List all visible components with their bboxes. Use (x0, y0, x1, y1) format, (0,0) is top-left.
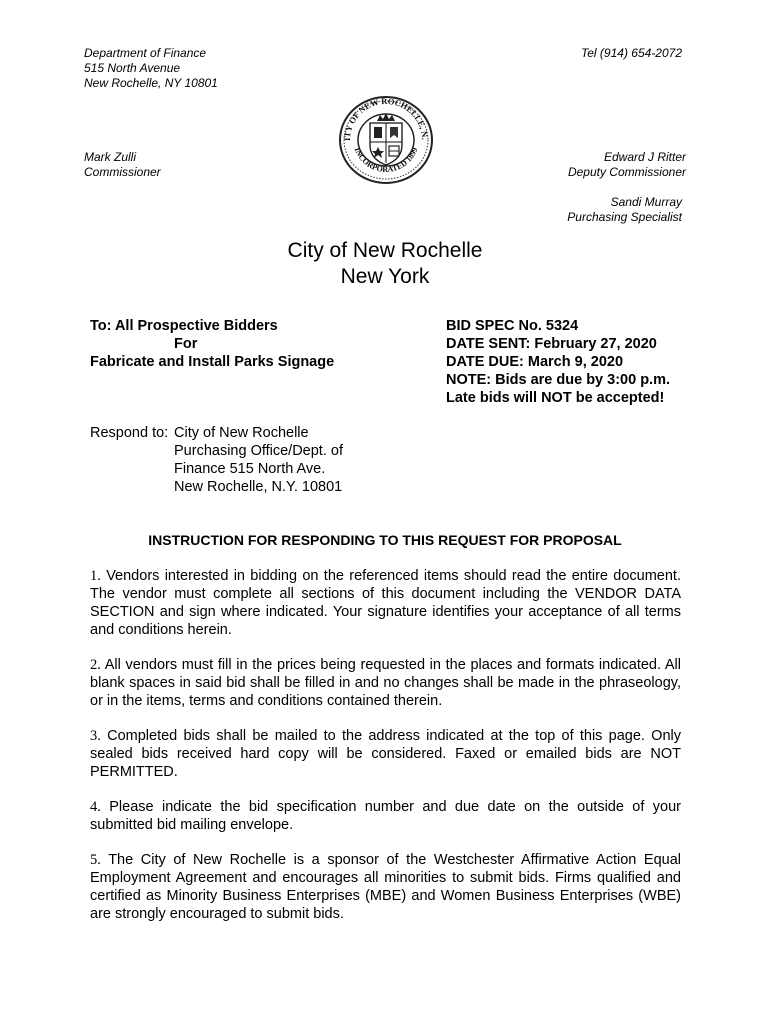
department-city: New Rochelle, NY 10801 (84, 76, 218, 90)
deputy-title: Deputy Commissioner (567, 165, 686, 179)
page-title (0, 238, 770, 290)
commissioner-title: Commissioner (84, 165, 161, 179)
city-seal (337, 95, 435, 185)
title-city: City of New Rochelle (287, 239, 483, 262)
commissioner-block (84, 150, 161, 180)
instruction-item (90, 656, 681, 710)
item-number: 3. (90, 728, 101, 744)
item-number: 5. (90, 852, 101, 868)
seal-top-text: ITY OF NEW ROCHELLE, N. (341, 95, 431, 142)
item-text: The City of New Rochelle is a sponsor of the Westchester Affirmative Action Equal Employment Agreement and encourages all minorities to submit bids. Firms qualified and certified as Minority Business Enterprises (MBE) and Women Business Enterprises (WBE) are strongly encouraged to submit bids. (90, 852, 681, 922)
instructions-heading: INSTRUCTION FOR RESPONDING TO THIS REQUEST FOR PROPOSAL (148, 532, 622, 548)
respond-address (174, 424, 343, 496)
respond-line-1: City of New Rochelle (174, 425, 309, 441)
purchasing-name: Sandi Murray (610, 195, 682, 209)
to-project: Fabricate and Install Parks Signage (90, 354, 335, 370)
instruction-item (90, 727, 681, 781)
instruction-item (90, 798, 681, 834)
respond-line-4: New Rochelle, N.Y. 10801 (174, 479, 343, 495)
respond-line-2: Purchasing Office/Dept. of (174, 443, 343, 459)
instruction-item (90, 567, 681, 639)
date-sent: DATE SENT: February 27, 2020 (446, 336, 657, 352)
commissioner-name: Mark Zulli (84, 150, 137, 164)
bid-spec: BID SPEC No. 5324 (446, 318, 579, 334)
city-seal-icon (337, 95, 435, 185)
due-note: NOTE: Bids are due by 3:00 p.m. (446, 372, 670, 388)
deputy-name: Edward J Ritter (603, 150, 686, 164)
respond-to-block (90, 424, 168, 442)
seal-bottom-text: INCORPORATED 1899 (352, 146, 420, 175)
title-state: New York (340, 265, 430, 288)
item-text: Vendors interested in bidding on the referenced items should read the entire document. The vendor must complete all sections of this document including the VENDOR DATA SECTION and sign where indicated. Your signature identifies your acceptance of all terms and conditions herein. (90, 568, 681, 638)
deputy-block (568, 150, 686, 180)
phone-number: Tel (914) 654-2072 (581, 46, 682, 60)
respond-line-3: Finance 515 North Ave. (174, 461, 326, 477)
to-recipients: To: All Prospective Bidders (90, 318, 278, 334)
date-due: DATE DUE: March 9, 2020 (446, 354, 624, 370)
to-for: For (174, 336, 198, 352)
item-text: Please indicate the bid specification number and due date on the outside of your submitted bid mailing envelope. (90, 799, 681, 833)
item-number: 2. (90, 657, 101, 673)
item-number: 4. (90, 799, 101, 815)
department-street: 515 North Avenue (84, 61, 181, 75)
bid-info-block (446, 317, 670, 407)
department-name: Department of Finance (84, 46, 207, 60)
to-block (90, 317, 334, 371)
late-note: Late bids will NOT be accepted! (446, 390, 665, 406)
instruction-item (90, 851, 681, 923)
department-address (84, 46, 218, 91)
respond-label: Respond to: (90, 425, 169, 441)
purchasing-block (567, 195, 682, 225)
item-number: 1. (90, 568, 101, 584)
purchasing-title: Purchasing Specialist (567, 210, 682, 224)
item-text: All vendors must fill in the prices being requested in the places and formats indicated. All blank spaces in said bid shall be filled in and no changes shall be made in the phraseology, or in the items, terms and conditions contained therein. (90, 657, 681, 709)
item-text: Completed bids shall be mailed to the address indicated at the top of this page. Only sealed bids received hard copy will be considered. Faxed or emailed bids are NOT PERMITTED. (90, 728, 681, 780)
